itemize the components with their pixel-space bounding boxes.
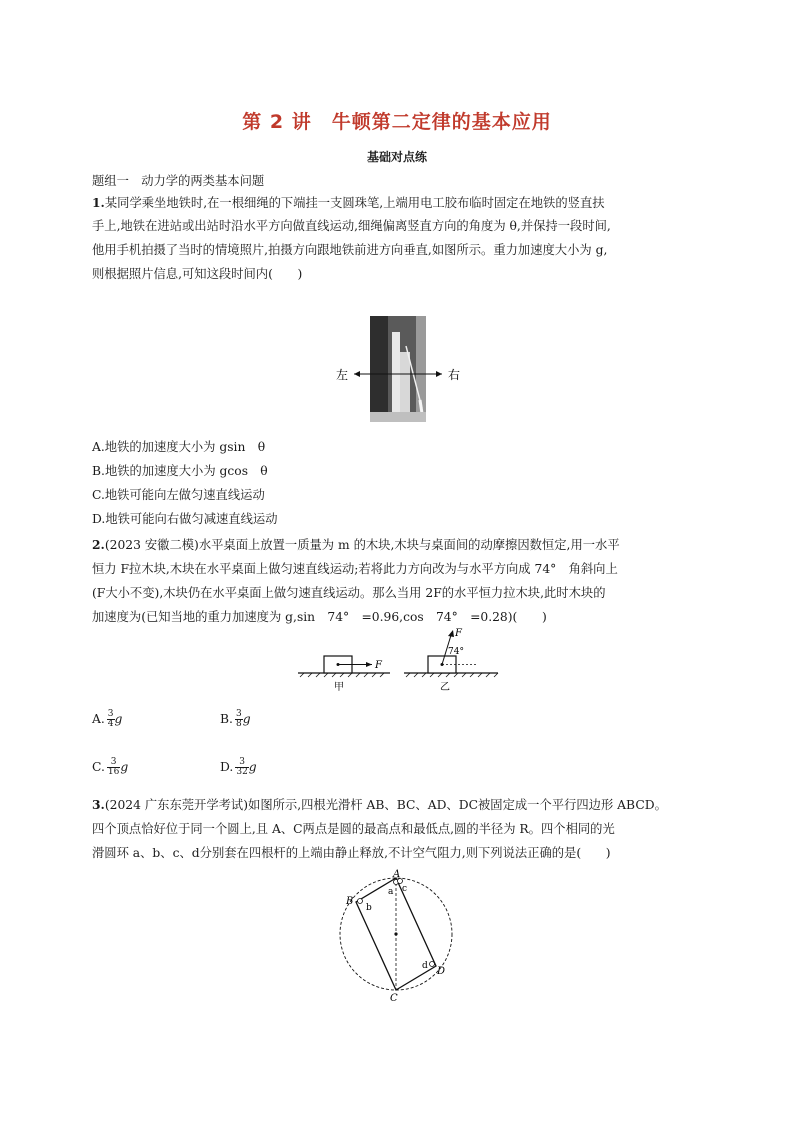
force-label-right: F bbox=[455, 628, 462, 639]
question-text-line: 某同学乘坐地铁时,在一根细绳的下端挂一支圆珠笔,上端用电工胶布临时固定在地铁的竖直扶 bbox=[104, 196, 605, 210]
caption-left: 甲 bbox=[334, 682, 344, 693]
label-d: d bbox=[422, 961, 428, 971]
label-A: A bbox=[393, 869, 401, 880]
question-text-line: (2024 广东东莞开学考试)如图所示,四根光滑杆 AB、BC、AD、DC被固定成一个平行四边形 ABCD。 bbox=[104, 798, 667, 812]
right-label: 右 bbox=[448, 368, 461, 382]
left-label: 左 bbox=[336, 368, 349, 382]
label-a: a bbox=[388, 887, 394, 897]
question-text-line: 他用手机拍摄了当时的情境照片,拍摄方向跟地铁前进方向垂直,如图所示。重力加速度大小为 g, bbox=[92, 243, 608, 257]
label-C: C bbox=[390, 993, 398, 1004]
label-c: c bbox=[402, 884, 408, 894]
force-label-left: F bbox=[375, 660, 382, 671]
option-a: A.地铁的加速度大小为 gsin θ bbox=[92, 440, 266, 454]
block-force-figure bbox=[292, 624, 512, 696]
angle-label: 74° bbox=[448, 647, 464, 657]
label-D: D bbox=[437, 966, 446, 977]
question-text-line: 恒力 F拉木块,木块在水平桌面上做匀速直线运动;若将此力方向改为与水平方向成 74° 角斜向上 bbox=[92, 562, 618, 576]
ring-b bbox=[358, 899, 363, 904]
question-text-line: 则根据照片信息,可知这段时间内( ) bbox=[92, 267, 303, 281]
circle-center bbox=[394, 932, 397, 935]
question-text-line: (F大小不变),木块仍在水平桌面上做匀速直线运动。那么当用 2F的水平恒力拉木块,此时木块的 bbox=[92, 586, 606, 600]
arrow-right-icon bbox=[436, 371, 442, 377]
arrow-up-icon bbox=[448, 630, 454, 637]
option-c: C. $\frac{3}{16}$ g bbox=[92, 757, 129, 777]
option-b: B.地铁的加速度大小为 gcos θ bbox=[92, 464, 268, 478]
question-number: 3. bbox=[92, 797, 105, 812]
question-number: 1. bbox=[92, 195, 105, 210]
page-title: 第 2 讲 牛顿第二定律的基本应用 bbox=[242, 111, 552, 133]
circle-parallelogram-figure bbox=[336, 868, 460, 1004]
label-b: b bbox=[366, 903, 372, 913]
question-text-line: (2023 安徽二模)水平桌面上放置一质量为 m 的木块,木块与桌面间的动摩擦因数恒定,用一水平 bbox=[104, 538, 620, 552]
handrail-pole bbox=[392, 332, 400, 422]
option-c: C.地铁可能向左做匀速直线运动 bbox=[92, 488, 265, 502]
section-heading: 基础对点练 bbox=[366, 150, 427, 164]
question-text-line: 四个顶点恰好位于同一个圆上,且 A、C两点是圆的最高点和最低点,圆的半径为 R。四个相同的光 bbox=[92, 822, 615, 836]
option-d: D. $\frac{3}{32}$ g bbox=[220, 757, 257, 777]
question-text-line: 滑圆环 a、b、c、d分别套在四根杆的上端由静止释放,不计空气阻力,则下列说法正确的是( ) bbox=[92, 846, 611, 860]
question-text-line: 加速度为(已知当地的重力加速度为 g,sin 74° =0.96,cos 74° =0.28)( ) bbox=[92, 610, 547, 624]
caption-right: 乙 bbox=[440, 682, 450, 693]
subway-photo-figure bbox=[330, 312, 470, 424]
option-d: D.地铁可能向右做匀减速直线运动 bbox=[92, 512, 278, 526]
group-heading: 题组一 动力学的两类基本问题 bbox=[92, 174, 265, 188]
question-text-line: 手上,地铁在进站或出站时沿水平方向做直线运动,细绳偏离竖直方向的角度为 θ,并保持一段时间, bbox=[92, 219, 611, 233]
arrow-right-icon bbox=[366, 662, 372, 667]
question-number: 2. bbox=[92, 537, 105, 552]
option-a: A. $\frac{3}{4}$ g bbox=[92, 709, 123, 729]
ring-d bbox=[430, 962, 435, 967]
label-B: B bbox=[346, 896, 354, 907]
arrow-left-icon bbox=[354, 371, 360, 377]
option-b: B. $\frac{3}{8}$ g bbox=[220, 709, 251, 729]
